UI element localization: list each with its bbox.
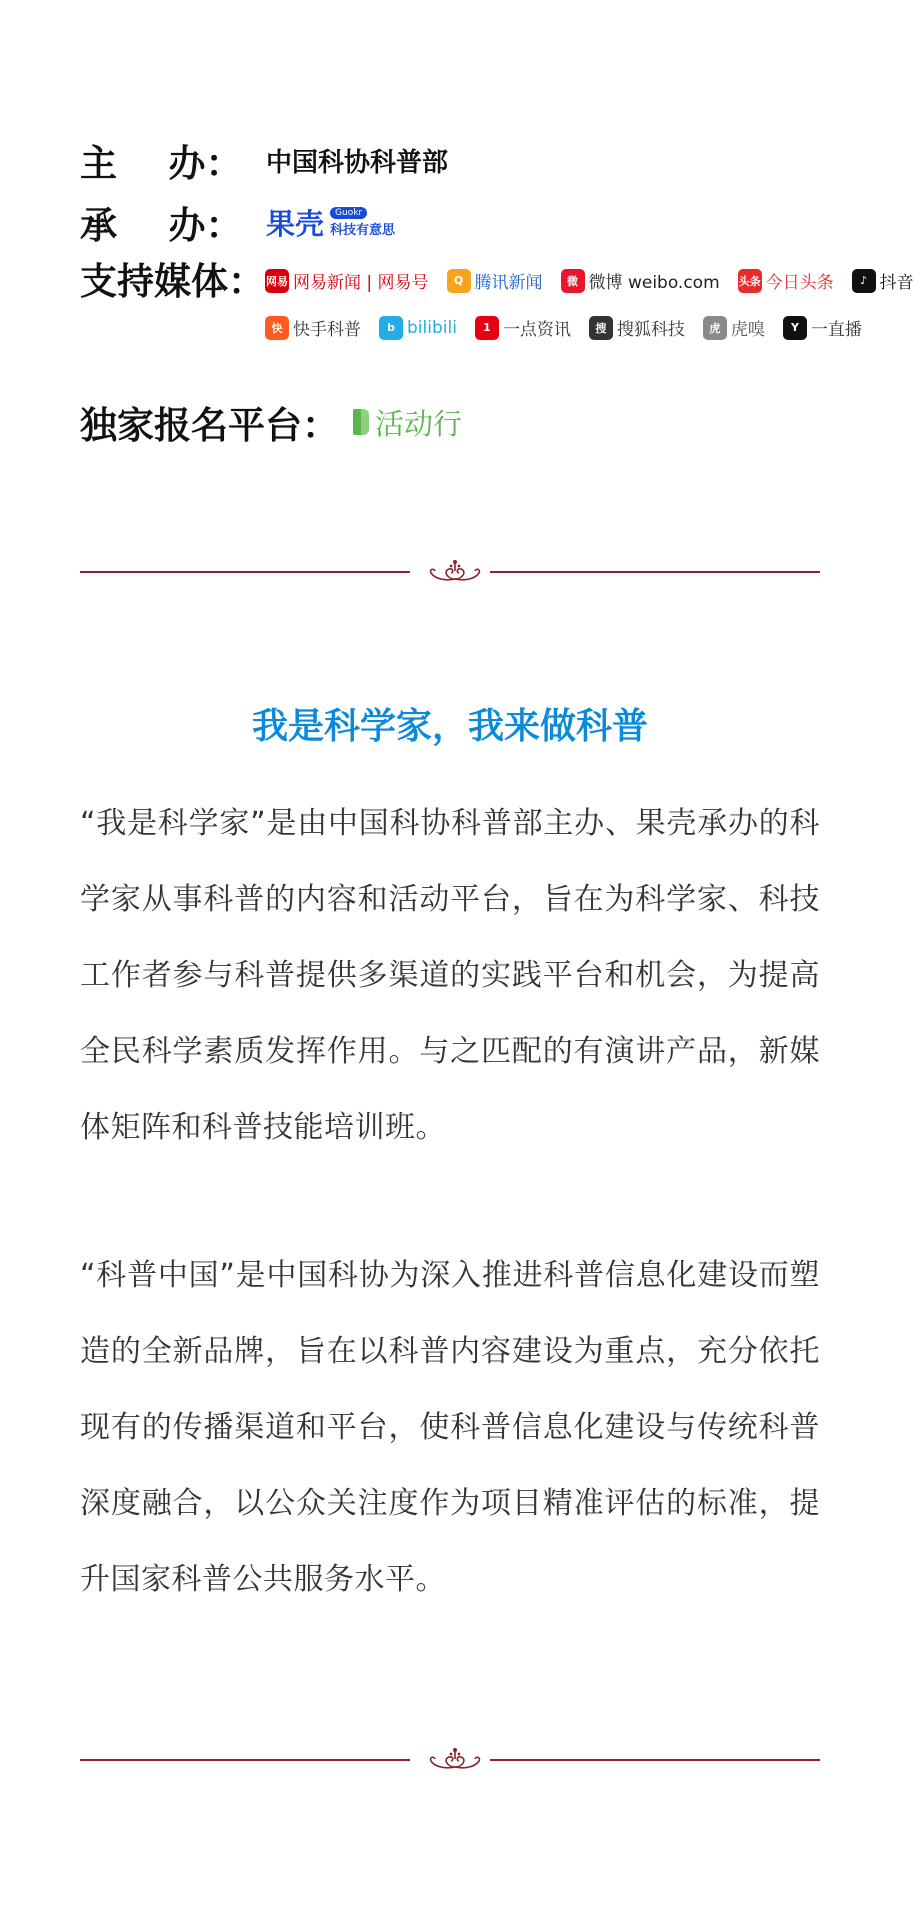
media-logo-icon: 搜	[589, 316, 613, 340]
guokr-name: 果壳	[266, 206, 325, 241]
media-logo[interactable]	[379, 316, 457, 340]
media-logo-label: 搜狐科技	[616, 320, 685, 340]
media-logo-icon: 1	[475, 316, 499, 340]
media-logo-label: 微博 weibo.com	[588, 273, 720, 293]
guokr-subtitle	[330, 207, 395, 238]
media-logo-icon: ♪	[852, 269, 876, 293]
ornament-icon	[425, 557, 485, 587]
media-logo[interactable]	[783, 315, 862, 340]
media-logo-icon: 虎	[703, 316, 727, 340]
divider-line-left	[80, 1759, 410, 1761]
platform-value: 活动行	[375, 406, 463, 441]
media-logo-icon: 网易	[265, 269, 289, 293]
media-logos-row-2	[265, 315, 914, 340]
organizer-label: 主 办：	[80, 142, 243, 185]
media-logo-icon: Y	[783, 316, 807, 340]
media-logo[interactable]	[852, 268, 914, 293]
organizer-row	[80, 130, 860, 190]
media-logo-icon: 微	[561, 269, 585, 293]
media-logo-label: 网易新闻 | 网易号	[293, 273, 429, 293]
credits-block	[80, 130, 914, 452]
media-logo[interactable]	[475, 315, 571, 340]
huodongxing-logo[interactable]	[353, 402, 462, 443]
divider-line-left	[80, 571, 410, 573]
media-logo[interactable]	[447, 268, 543, 293]
media-logo-label: 虎嗅	[730, 320, 765, 340]
media-logos	[265, 262, 914, 340]
media-logo[interactable]	[265, 315, 361, 340]
media-logo[interactable]	[265, 268, 429, 293]
guokr-tagline: 科技有意思	[330, 222, 396, 238]
media-row	[80, 254, 914, 382]
guokr-logo	[266, 202, 395, 243]
intro-paragraph-1: “我是科学家”是由中国科协科普部主办、果壳承办的科学家从事科普的内容和活动平台，旨在为科学家、科技工作者参与科普提供多渠道的实践平台和机会，为提高全民科学素质发挥作用。与之匹配的有演讲产品，新媒体矩阵和科普技能培训班。	[80, 806, 820, 1145]
media-logo[interactable]	[589, 315, 685, 340]
host-row	[80, 190, 860, 254]
ornament-icon	[425, 1745, 485, 1775]
divider-line-right	[490, 1759, 820, 1761]
media-logos-row-1	[265, 268, 914, 293]
media-label: 支持媒体：	[80, 260, 265, 303]
ornament-divider-top	[80, 557, 820, 587]
host-label: 承 办：	[80, 204, 243, 247]
media-logo-icon: 快	[265, 316, 289, 340]
media-logo[interactable]	[561, 268, 720, 293]
platform-row	[80, 392, 860, 452]
media-logo-icon: 头条	[738, 269, 762, 293]
guokr-en: Guokr	[330, 207, 367, 219]
media-logo-icon: b	[379, 316, 403, 340]
media-logo-label: 快手科普	[293, 320, 361, 340]
platform-label: 独家报名平台：	[80, 404, 339, 447]
organizer-value: 中国科协科普部	[266, 147, 449, 178]
section-title: 我是科学家，我来做科普	[251, 706, 648, 747]
intro-paragraph-2: “科普中国”是中国科协为深入推进科普信息化建设而塑造的全新品牌，旨在以科普内容建设为重点，充分依托现有的传播渠道和平台，使科普信息化建设与传统科普深度融合，以公众关注度作为项目精准评估的标准，提升国家科普公共服务水平。	[80, 1258, 820, 1597]
media-logo[interactable]	[738, 268, 834, 293]
media-logo[interactable]	[703, 315, 765, 340]
ornament-divider-bottom	[80, 1745, 820, 1775]
media-logo-icon: Q	[447, 269, 471, 293]
media-logo-label: bilibili	[407, 317, 457, 338]
media-logo-label: 一直播	[810, 320, 862, 340]
huodongxing-icon	[353, 409, 369, 435]
media-logo-label: 一点资讯	[502, 320, 571, 340]
media-logo-label: 腾讯新闻	[474, 273, 543, 293]
media-logo-label: 抖音	[879, 273, 914, 293]
divider-line-right	[490, 571, 820, 573]
media-logo-label: 今日头条	[765, 273, 834, 293]
